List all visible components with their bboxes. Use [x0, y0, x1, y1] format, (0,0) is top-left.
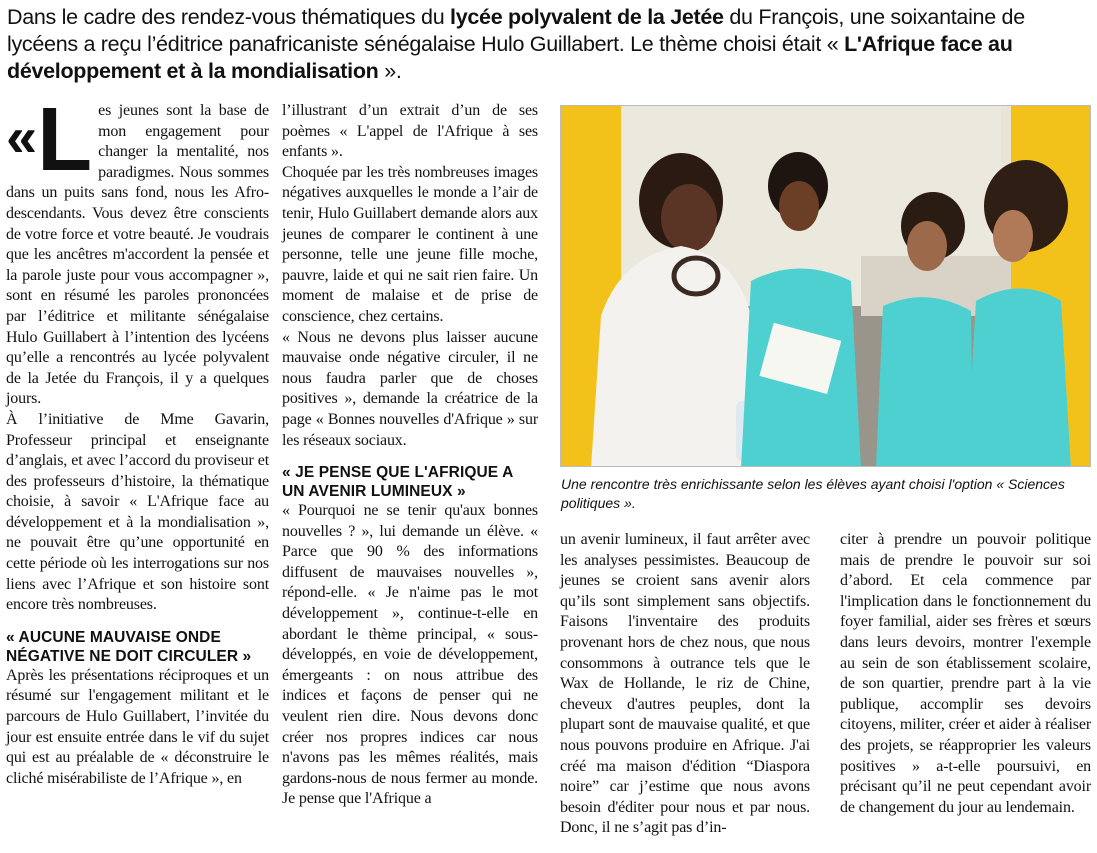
lead-text-2: du François, une soixantaine de lycéens a reçu l’éditrice panafricaniste sénégalaise Hulo Guillabert. Le thème choisi était «: [7, 5, 1025, 56]
lead-bold-school: lycée polyvalent de la Jetée: [450, 5, 724, 29]
paragraph: « Nous ne devons plus laisser aucune mauvaise onde négative circuler, il ne nous faudra parler que de choses positives », demande la créatrice de la page « Bonnes nouvelles d'Afrique » sur les réseaux sociaux.: [282, 328, 538, 449]
intro-paragraph: [6, 90, 269, 410]
drop-cap: «L: [6, 90, 91, 190]
photo-illustration: [561, 106, 1091, 467]
article-photo: [560, 105, 1091, 467]
article-column-4: [840, 530, 1091, 818]
lead-text-1: Dans le cadre des rendez-vous thématiques du: [7, 5, 451, 29]
paragraph: À l’initiative de Mme Gavarin, Professeur principal et enseignante d’anglais, et avec l’accord du proviseur et des professeurs d’histoire, la thématique choisie, à savoir « L'Afrique face au développement et à la mondialisation », ne pouvait être qu’une opportunité en cette période où les interrogations sur nos liens avec l’Afrique et son histoire sont encore très nombreuses.: [6, 410, 269, 614]
paragraph: « Pourquoi ne se tenir qu'aux bonnes nouvelles ? », lui demande un élève. « Parce que 90 % des informations diffusent de mauvaises nouvelles », répond-elle. « Je n'aime pas le mot développement », continue-t-elle en abordant le thème principal, « sous-développés, en voie de développement, émergeants : on nous attribue des indices et façons de penser qui ne veulent rien dire. Nous devons donc créer nos propres indices car nous n'avons pas les mêmes réalités, mais gardons-nous de nous fermer au monde. Je pense que l'Afrique a: [282, 502, 538, 808]
article-column-1: [6, 90, 269, 789]
paragraph: citer à prendre un pouvoir politique mais de prendre le pouvoir sur soi d’abord. Et cela commence par l'implication dans le fonctionnement du foyer familial, aider ses frères et sœurs dans leurs devoirs, montrer l'exemple au sein de son établissement scolaire, de son quartier, prendre part à la vie publique, accomplir ses devoirs citoyens, militer, créer et aider à réaliser des projets, se réapproprier les valeurs positives » a-t-elle poursuivi, en précisant qu’il ne peut cependant avoir de changement du jour au lendemain.: [840, 531, 1091, 816]
lead-text-3: ».: [378, 59, 402, 83]
paragraph: un avenir lumineux, il faut arrêter avec les analyses pessimistes. Beaucoup de jeunes se croient sans avenir alors qu’ils sont simplement sans objectifs. Faisons l'inventaire des produits provenant hors de chez nous, que nous consommons à outrance tels que le Wax de Hollande, le riz de Chine, cheveux d'autres peuples, dont la plupart sont de mauvaise qualité, et que nous pouvons produire en Afrique. J'ai créé ma maison d'édition “Diaspora noire” car j’estime que nous avons besoin d'éditer pour nous et par nous. Donc, il ne s’agit pas d’in-: [560, 531, 810, 837]
photo-caption: Une rencontre très enrichissante selon les élèves ayant choisi l'option « Sciences politiques ».: [561, 476, 1065, 511]
paragraph: l’illustrant d’un extrait d’un de ses poèmes « L'appel de l'Afrique à ses enfants ».: [282, 102, 538, 161]
article-column-3: [560, 530, 810, 839]
section-heading: « JE PENSE QUE L'AFRIQUE A UN AVENIR LUMINEUX »: [282, 464, 513, 501]
article-lead: [7, 4, 1090, 85]
intro-text: es jeunes sont la base de mon engagement pour changer la mentalité, nos paradigmes. Nous sommes dans un puits sans fond, nous les Afro-descendants. Vous devez être conscients de votre force et votre beauté. Je voudrais que les ancêtres m'accordent la pensée et la parole juste pour vous accompagner », sont en résumé les paroles prononcées par l’éditrice et militante sénégalaise Hulo Guillabert à l’intention des lycéens qu’elle a rencontrés au lycée polyvalent de la Jetée du François, il y a quelques jours.: [6, 102, 269, 408]
paragraph: Choquée par les très nombreuses images négatives auxquelles le monde a l’air de tenir, Hulo Guillabert demande alors aux jeunes de comparer le continent à une personne, telle une jeune fille moche, pauvre, laide et qui ne sait rien faire. Un moment de malaise et de prise de conscience, chez certains.: [282, 163, 538, 325]
section-heading: « AUCUNE MAUVAISE ONDE NÉGATIVE NE DOIT CIRCULER »: [6, 628, 252, 665]
lead-bold-theme: L'Afrique face au développement et à la mondialisation: [7, 32, 1013, 83]
paragraph: Après les présentations réciproques et un résumé sur l'engagement militant et le parcours de Hulo Guillabert, l’invitée du jour est ensuite entrée dans le vif du sujet qui est au préalable de « déconstruire le cliché misérabiliste de l’Afrique », en: [6, 666, 269, 787]
article-column-2: [282, 101, 538, 810]
